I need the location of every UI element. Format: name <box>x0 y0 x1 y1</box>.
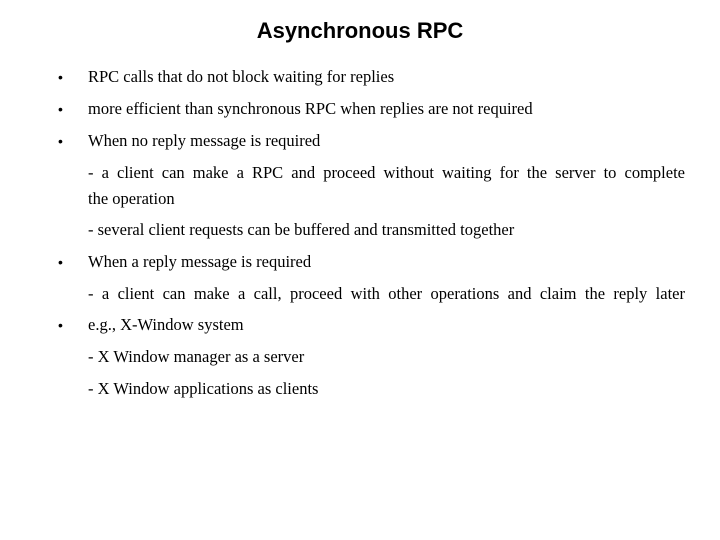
bullet-marker: • <box>58 69 63 85</box>
sub-item: - several client requests can be buffered and transmitted together <box>88 220 515 239</box>
sub-item: - X Window applications as clients <box>88 379 319 398</box>
bullet-item: When a reply message is required <box>88 252 312 271</box>
bullet-marker: • <box>58 133 63 149</box>
bullet-item: more efficient than synchronous RPC when replies are not required <box>88 99 533 118</box>
bullet-marker: • <box>58 254 63 270</box>
sub-item: - X Window manager as a server <box>88 347 305 366</box>
bullet-item: e.g., X-Window system <box>88 315 244 334</box>
sub-item: - a client can make a call, proceed with other operations and claim the reply later <box>88 284 685 303</box>
sub-item-continuation: the operation <box>88 189 175 208</box>
bullet-marker: • <box>58 317 63 333</box>
sub-item: - a client can make a RPC and proceed without waiting for the server to complete <box>88 163 685 182</box>
bullet-item: RPC calls that do not block waiting for replies <box>88 67 395 86</box>
slide-title: Asynchronous RPC <box>256 18 464 43</box>
bullet-marker: • <box>58 101 63 117</box>
bullet-item: When no reply message is required <box>88 131 321 150</box>
